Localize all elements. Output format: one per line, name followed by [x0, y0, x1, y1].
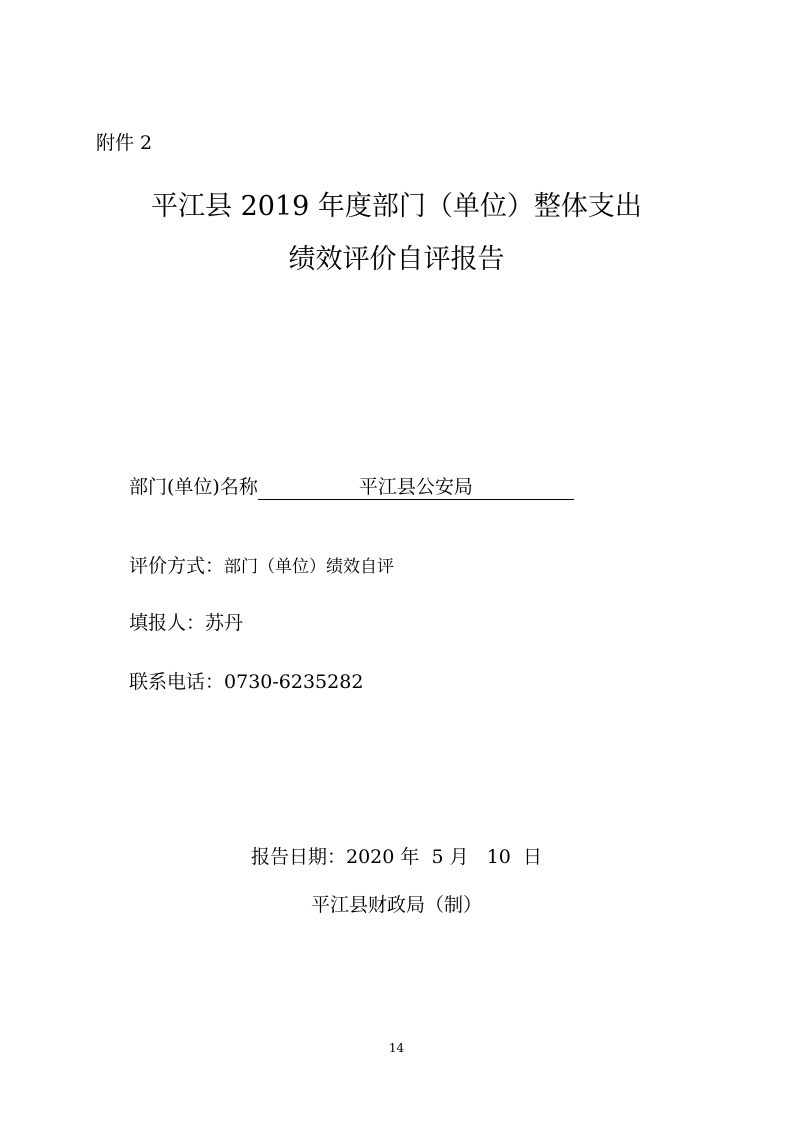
- department-name-row: [129, 474, 574, 500]
- filler-value: 苏丹: [205, 612, 244, 634]
- evaluation-method-value: 部门（单位）绩效自评: [224, 557, 395, 577]
- department-name-label: 部门(单位)名称: [129, 476, 258, 498]
- issuer: 平江县财政局（制）: [310, 894, 482, 916]
- report-title-line-2: 绩效评价自评报告: [288, 244, 505, 275]
- page-number: 14: [388, 1041, 405, 1055]
- contact-phone-label: 联系电话：: [129, 671, 225, 693]
- contact-phone-row: [129, 669, 363, 695]
- department-name-value: 平江县公安局: [258, 475, 574, 500]
- evaluation-method-label: 评价方式：: [129, 555, 225, 577]
- attachment-label: 附件 2: [96, 132, 153, 154]
- filler-row: [129, 610, 243, 636]
- report-date: 报告日期：2020 年 5 月 10 日: [251, 846, 542, 868]
- filler-label: 填报人：: [129, 612, 206, 634]
- contact-phone-value: 0730-6235282: [224, 671, 364, 693]
- report-title-line-1: 平江县 2019 年度部门（单位）整体支出: [151, 191, 642, 222]
- evaluation-method-row: [129, 553, 394, 580]
